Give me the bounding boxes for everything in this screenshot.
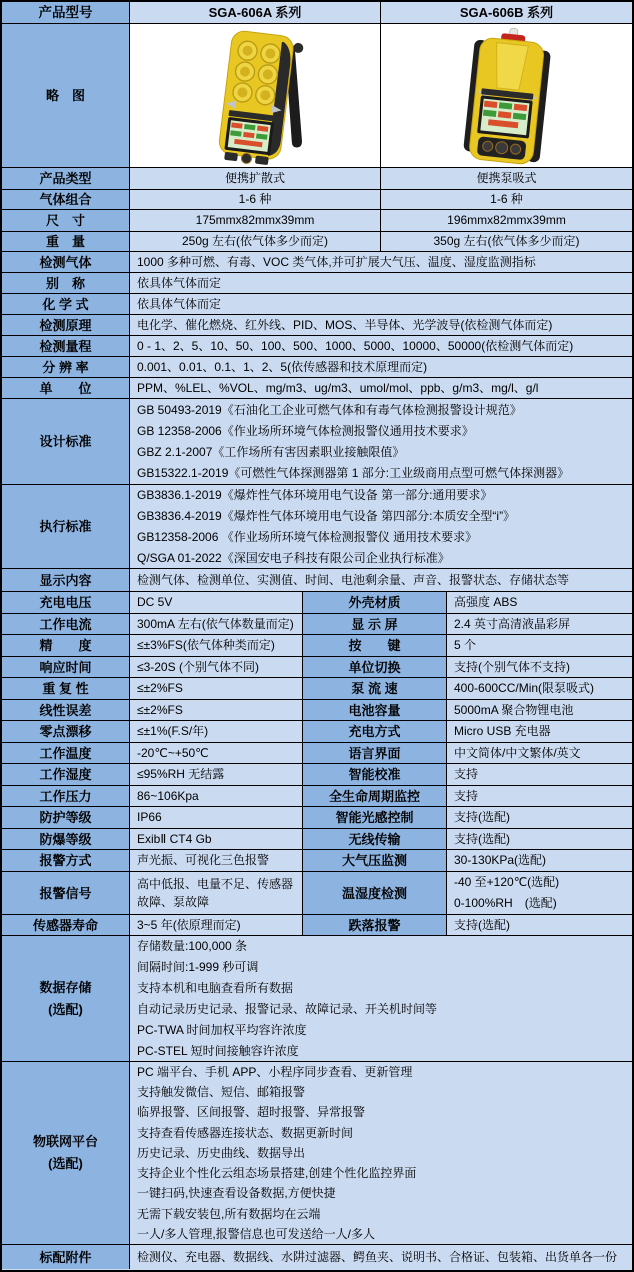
spec-label: 工作湿度 <box>2 764 130 785</box>
spec-value: 86~106Kpa <box>130 786 303 806</box>
value-line: PC-TWA 时间加权平均容许浓度 <box>137 1022 307 1037</box>
spec-value-multiline <box>130 936 632 1061</box>
spec-value: -20℃~+50℃ <box>130 743 303 763</box>
spec-value-b: 350g 左右(依气体多少而定) <box>381 232 632 251</box>
header-series-a: SGA-606A 系列 <box>130 2 381 23</box>
value-line: 无需下载安装包,所有数据均在云端 <box>137 1206 321 1221</box>
spec-value: 1000 多种可燃、有毒、VOC 类气体,并可扩展大气压、温度、湿度监测指标 <box>130 252 632 272</box>
spec-label: 智能光感控制 <box>303 807 447 828</box>
header-product-model: 产品型号 <box>2 2 130 23</box>
spec-row <box>2 700 632 721</box>
spec-value: ExibⅡ CT4 Gb <box>130 829 303 849</box>
spec-value: DC 5V <box>130 592 303 613</box>
spec-label: 设计标准 <box>2 399 130 484</box>
spec-label <box>2 936 130 1061</box>
value-line: PC 端平台、手机 APP、小程序同步查看、更新管理 <box>137 1064 413 1079</box>
standard-line: GB15322.1-2019《可燃性气体探测器第 1 部分:工业级商用点型可燃气体探测器》 <box>137 465 570 480</box>
spec-label: 精 度 <box>2 635 130 656</box>
spec-label: 线性误差 <box>2 700 130 720</box>
header-series-b: SGA-606B 系列 <box>381 2 632 23</box>
spec-value: ≤±2%FS <box>130 700 303 720</box>
spec-label: 零点漂移 <box>2 721 130 742</box>
spec-label: 重 复 性 <box>2 678 130 699</box>
spec-label: 无线传输 <box>303 829 447 849</box>
value-line: 支持企业个性化云组态场景搭建,创建个性化监控界面 <box>137 1166 417 1181</box>
spec-label: 检测气体 <box>2 252 130 272</box>
spec-value: 高强度 ABS <box>447 592 632 613</box>
spec-value: 0.001、0.01、0.1、1、2、5(依传感器和技术原理而定) <box>130 357 632 377</box>
spec-label: 别 称 <box>2 273 130 293</box>
spec-label: 防爆等级 <box>2 829 130 849</box>
spec-row <box>2 168 632 190</box>
spec-row <box>2 764 632 786</box>
spec-label: 工作压力 <box>2 786 130 806</box>
spec-value: Micro USB 充电器 <box>447 721 632 742</box>
spec-row <box>2 232 632 252</box>
spec-row <box>2 721 632 743</box>
spec-value-multiline <box>447 872 632 914</box>
data-storage-row <box>2 936 632 1062</box>
spec-label: 智能校准 <box>303 764 447 785</box>
spec-label: 标配附件 <box>2 1245 130 1269</box>
spec-row <box>2 743 632 764</box>
sketch-cell-b <box>381 24 632 167</box>
spec-row <box>2 378 632 399</box>
spec-label: 工作电流 <box>2 614 130 634</box>
spec-label: 电池容量 <box>303 700 447 720</box>
spec-label: 尺 寸 <box>2 210 130 231</box>
spec-value: 检测仪、充电器、数据线、水阱过滤器、鳄鱼夹、说明书、合格证、包装箱、出货单各一份 <box>130 1245 632 1269</box>
spec-label: 产品类型 <box>2 168 130 189</box>
spec-value: 支持(选配) <box>447 829 632 849</box>
spec-label: 泵 流 速 <box>303 678 447 699</box>
iot-platform-row <box>2 1062 632 1245</box>
spec-row <box>2 614 632 635</box>
spec-label: 报警信号 <box>2 872 130 914</box>
spec-label: 外壳材质 <box>303 592 447 613</box>
spec-label: 按 键 <box>303 635 447 656</box>
value-line: 一人/多人管理,报警信息也可发送给一人/多人 <box>137 1227 376 1242</box>
spec-value: 2.4 英寸高清液晶彩屏 <box>447 614 632 634</box>
spec-label <box>2 1062 130 1244</box>
spec-value: ≤95%RH 无结露 <box>130 764 303 785</box>
spec-row <box>2 336 632 357</box>
spec-label: 防护等级 <box>2 807 130 828</box>
spec-value: 支持 <box>447 764 632 785</box>
spec-label: 检测原理 <box>2 315 130 335</box>
spec-label: 传感器寿命 <box>2 915 130 935</box>
spec-row <box>2 294 632 315</box>
spec-row <box>2 315 632 336</box>
spec-label: 全生命周期监控 <box>303 786 447 806</box>
spec-value-a: 1-6 种 <box>130 190 381 209</box>
spec-label: 检测量程 <box>2 336 130 356</box>
spec-row <box>2 678 632 700</box>
value-line: 0-100%RH (选配) <box>454 896 557 910</box>
value-line: 临界报警、区间报警、超时报警、异常报警 <box>137 1105 366 1120</box>
spec-value: 5000mA 聚合物锂电池 <box>447 700 632 720</box>
spec-value: 5 个 <box>447 635 632 656</box>
design-standard-row <box>2 399 632 485</box>
value-line: -40 至+120℃(选配) <box>454 875 560 889</box>
value-line: 支持触发微信、短信、邮箱报警 <box>137 1084 306 1099</box>
spec-label: 大气压监测 <box>303 850 447 871</box>
spec-row <box>2 252 632 273</box>
spec-label: 分 辨 率 <box>2 357 130 377</box>
spec-value: ≤±3%FS(依气体种类而定) <box>130 635 303 656</box>
spec-label: 充电方式 <box>303 721 447 742</box>
value-line: 支持查看传感器连接状态、数据更新时间 <box>137 1125 354 1140</box>
label-line: (选配) <box>48 1156 83 1171</box>
spec-value: 400-600CC/Min(限泵吸式) <box>447 678 632 699</box>
spec-row <box>2 850 632 872</box>
standard-line: GB 50493-2019《石油化工企业可燃气体和有毒气体检测报警设计规范》 <box>137 402 522 417</box>
exec-standard-row <box>2 485 632 569</box>
spec-value-a: 250g 左右(依气体多少而定) <box>130 232 381 251</box>
sketch-row <box>2 24 632 168</box>
product-image-sga606a <box>155 27 355 165</box>
spec-value-multiline <box>130 399 632 484</box>
spec-row <box>2 829 632 850</box>
spec-value: ≤3-20S (个别气体不同) <box>130 657 303 677</box>
spec-label: 执行标准 <box>2 485 130 568</box>
spec-value: 300mA 左右(依气体数量而定) <box>130 614 303 634</box>
label-line: (选配) <box>48 1001 83 1017</box>
spec-label: 显 示 屏 <box>303 614 447 634</box>
spec-row <box>2 592 632 614</box>
spec-value: 检测气体、检测单位、实测值、时间、电池剩余量、声音、报警状态、存储状态等 <box>130 569 632 591</box>
spec-row <box>2 190 632 210</box>
spec-value: 支持(选配) <box>447 915 632 935</box>
spec-value: 0 - 1、2、5、10、50、100、500、1000、5000、10000、50000(依检测气体而定) <box>130 336 632 356</box>
standard-line: GB3836.1-2019《爆炸性气体环境用电气设备 第一部分:通用要求》 <box>137 487 493 502</box>
standard-line: GB 12358-2006《作业场所环境气体检测报警仪通用技术要求》 <box>137 423 474 438</box>
spec-label: 跌落报警 <box>303 915 447 935</box>
standard-line: GB12358-2006 《作业场所环境气体检测报警仪 通用技术要求》 <box>137 529 478 544</box>
table-header-row <box>2 2 632 24</box>
spec-label: 工作温度 <box>2 743 130 763</box>
spec-value: 3~5 年(依原理而定) <box>130 915 303 935</box>
spec-value: 支持(选配) <box>447 807 632 828</box>
spec-row <box>2 657 632 678</box>
value-line: 存储数量:100,000 条 <box>137 938 248 953</box>
spec-value: ≤±1%(F.S/年) <box>130 721 303 742</box>
spec-value: 电化学、催化燃烧、红外线、PID、MOS、半导体、光学波导(依检测气体而定) <box>130 315 632 335</box>
spec-row <box>2 786 632 807</box>
spec-value: 声光振、可视化三色报警 <box>130 850 303 871</box>
label-line: 数据存储 <box>39 979 92 995</box>
spec-value-multiline <box>130 1062 632 1244</box>
value-line: PC-STEL 短时间接触容许浓度 <box>137 1043 299 1058</box>
spec-label: 显示内容 <box>2 569 130 591</box>
spec-value: PPM、%LEL、%VOL、mg/m3、ug/m3、umol/mol、ppb、g/m3、mg/l、g/l <box>130 378 632 398</box>
spec-label: 语言界面 <box>303 743 447 763</box>
spec-value-b: 便携泵吸式 <box>381 168 632 189</box>
spec-label: 重 量 <box>2 232 130 251</box>
spec-label: 气体组合 <box>2 190 130 209</box>
spec-value-b: 1-6 种 <box>381 190 632 209</box>
standard-line: GBZ 2.1-2007《工作场所有害因素职业接触限值》 <box>137 444 405 459</box>
spec-row <box>2 635 632 657</box>
spec-row <box>2 569 632 592</box>
spec-value-multiline <box>130 485 632 568</box>
spec-value-b: 196mmx82mmx39mm <box>381 210 632 231</box>
spec-value-a: 便携扩散式 <box>130 168 381 189</box>
spec-label: 单位切换 <box>303 657 447 677</box>
sketch-label: 略 图 <box>2 24 130 167</box>
spec-value: 依具体气体而定 <box>130 294 632 314</box>
value-line: 历史记录、历史曲线、数据导出 <box>137 1145 306 1160</box>
spec-value: 依具体气体而定 <box>130 273 632 293</box>
spec-value: 中文简体/中文繁体/英文 <box>447 743 632 763</box>
spec-value-a: 175mmx82mmx39mm <box>130 210 381 231</box>
spec-value: 支持(个别气体不支持) <box>447 657 632 677</box>
spec-label: 报警方式 <box>2 850 130 871</box>
value-line: 间隔时间:1-999 秒可调 <box>137 959 259 974</box>
spec-row <box>2 357 632 378</box>
alarm-signal-row <box>2 872 632 915</box>
spec-row <box>2 273 632 294</box>
sketch-cell-a <box>130 24 381 167</box>
spec-value: IP66 <box>130 807 303 828</box>
label-line: 物联网平台 <box>32 1134 98 1149</box>
standard-line: Q/SGA 01-2022《深国安电子科技有限公司企业执行标准》 <box>137 550 450 565</box>
value-line: 自动记录历史记录、报警记录、故障记录、开关机时间等 <box>137 1001 438 1016</box>
spec-label: 温湿度检测 <box>303 872 447 914</box>
spec-value: ≤±2%FS <box>130 678 303 699</box>
spec-row <box>2 210 632 232</box>
spec-label: 响应时间 <box>2 657 130 677</box>
spec-row <box>2 807 632 829</box>
value-line: 支持本机和电脑查看所有数据 <box>137 980 294 995</box>
value-line: 一键扫码,快速查看设备数据,方便快捷 <box>137 1186 336 1201</box>
spec-value: 高中低报、电量不足、传感器故障、泵故障 <box>130 872 303 914</box>
accessories-row <box>2 1245 632 1269</box>
spec-value: 30-130KPa(选配) <box>447 850 632 871</box>
spec-label: 化 学 式 <box>2 294 130 314</box>
standard-line: GB3836.4-2019《爆炸性气体环境用电气设备 第四部分:本质安全型“i”》 <box>137 508 516 523</box>
spec-row <box>2 915 632 936</box>
product-image-sga606b <box>407 27 607 165</box>
spec-value: 支持 <box>447 786 632 806</box>
spec-label: 充电电压 <box>2 592 130 613</box>
spec-label: 单 位 <box>2 378 130 398</box>
